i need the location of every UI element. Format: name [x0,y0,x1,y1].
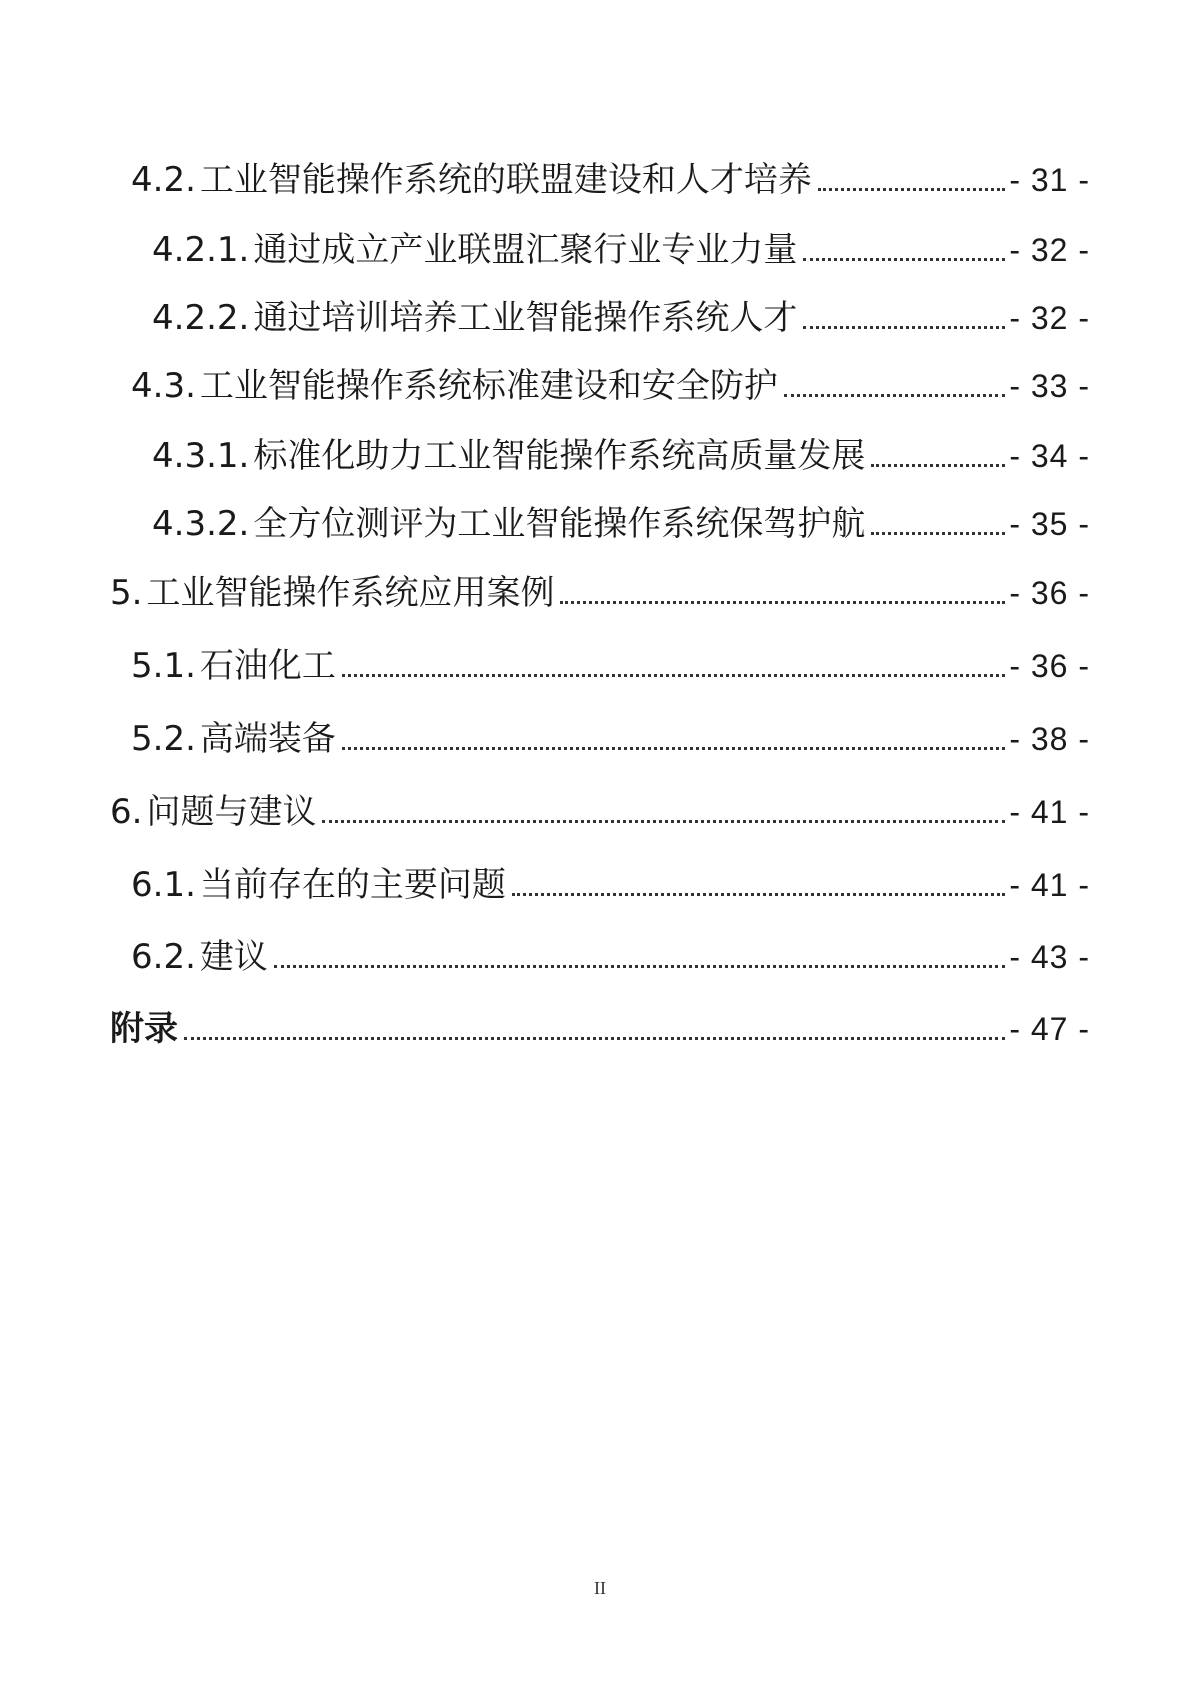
toc-entry-number: 6. [110,792,143,832]
toc-entry-4-3-1[interactable] [152,428,1090,476]
toc-entry-number: 4.2.1. [152,230,250,270]
footer-page-number: II [594,1578,606,1598]
toc-entry-6-2[interactable] [131,929,1090,977]
toc-entry-page: - 36 - [1009,575,1090,611]
toc-entry-title: 标准化助力工业智能操作系统高质量发展 [253,436,866,476]
dot-leader [560,601,1005,604]
toc-entry-4-2-2[interactable] [152,290,1090,338]
toc-entry-5-2[interactable] [131,711,1090,759]
toc-entry-title: 当前存在的主要问题 [199,865,506,905]
toc-entry-number: 5.2. [131,719,196,759]
toc-entry-page: - 31 - [1009,162,1090,198]
dot-leader [184,1037,1005,1040]
toc-entry-page: - 41 - [1009,867,1090,903]
toc-entry-title: 工业智能操作系统应用案例 [146,573,555,613]
toc-entry-title: 通过成立产业联盟汇聚行业专业力量 [253,230,798,270]
toc-entry-title: 问题与建议 [146,792,317,832]
toc-entry-page: - 33 - [1009,368,1090,404]
toc-entry-page: - 38 - [1009,721,1090,757]
toc-entry-title: 工业智能操作系统的联盟建设和人才培养 [199,160,812,200]
toc-entry-title: 高端装备 [199,719,336,759]
dot-leader [803,326,1005,329]
toc-entry-5[interactable] [110,565,1090,613]
toc-entry-number: 6.2. [131,937,196,977]
dot-leader [342,747,1005,750]
dot-leader [512,893,1005,896]
dot-leader [784,394,1005,397]
toc-entry-page: - 43 - [1009,939,1090,975]
toc-entry-4-3-2[interactable] [152,496,1090,544]
toc-entry-number: 6.1. [131,865,196,905]
toc-entry-number: 4.2. [131,160,196,200]
toc-entry-title: 建议 [199,937,268,977]
toc-entry-6-1[interactable] [131,857,1090,905]
toc-entry-number: 4.3.2. [152,504,250,544]
toc-entry-4-2[interactable] [131,152,1090,200]
toc-entry-appendix[interactable] [110,1001,1090,1049]
toc-entry-number: 5. [110,573,143,613]
toc-entry-number: 4.3.1. [152,436,250,476]
toc-entry-page: - 36 - [1009,648,1090,684]
toc-entry-5-1[interactable] [131,638,1090,686]
toc-entry-page: - 47 - [1009,1011,1090,1047]
dot-leader [871,464,1005,467]
toc-entry-number: 4.2.2. [152,298,250,338]
toc-entry-title: 工业智能操作系统标准建设和安全防护 [199,366,778,406]
toc-entry-page: - 32 - [1009,232,1090,268]
dot-leader [871,532,1005,535]
toc-entry-title: 石油化工 [199,646,336,686]
toc-entry-number: 5.1. [131,646,196,686]
toc-entry-4-3[interactable] [131,358,1090,406]
dot-leader [803,258,1005,261]
toc-entry-page: - 35 - [1009,506,1090,542]
toc-entry-title: 附录 [110,1009,178,1049]
toc-entry-4-2-1[interactable] [152,222,1090,270]
dot-leader [274,965,1005,968]
toc-entry-number: 4.3. [131,366,196,406]
toc-entry-page: - 34 - [1009,438,1090,474]
toc-entry-title: 全方位测评为工业智能操作系统保驾护航 [253,504,866,544]
toc-entry-page: - 41 - [1009,794,1090,830]
toc-entry-page: - 32 - [1009,300,1090,336]
dot-leader [342,674,1005,677]
toc-entry-6[interactable] [110,784,1090,832]
toc-entry-title: 通过培训培养工业智能操作系统人才 [253,298,798,338]
dot-leader [322,820,1005,823]
dot-leader [818,188,1005,191]
